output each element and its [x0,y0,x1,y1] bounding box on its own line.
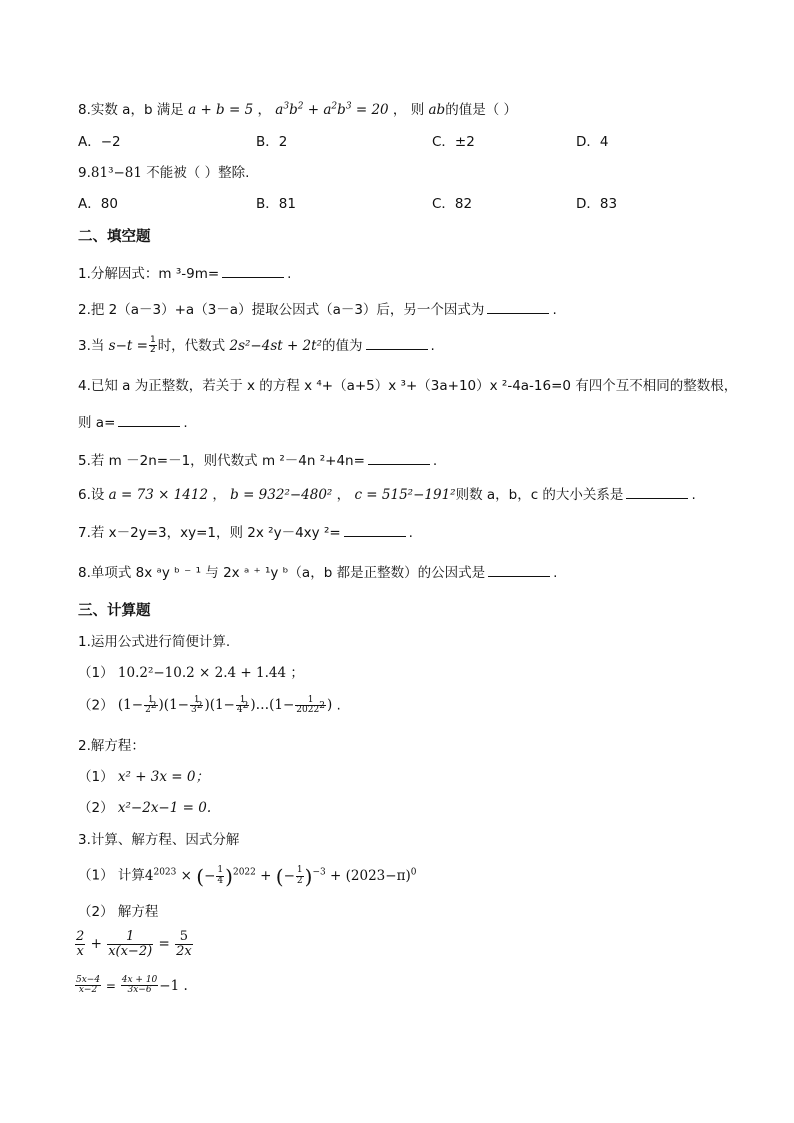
f2-text: 2.把 2（a－3）+a（3－a）提取公因式（a－3）后，另一个因式为 [78,302,485,318]
f6-a-def: a = 73 × 1412 [108,487,209,503]
q8-option-d[interactable]: D．4 [576,134,609,150]
f4-line-2-text: 则 a= [78,415,116,431]
fill-question-7 [78,527,413,541]
fill-question-6: 6.设 a = 73 × 1412 ， b = 932²−480² ， c = 515²−191²则数 a，b，c 的大小关系是 . [78,487,696,503]
calc-q3-p1-base: 4 [144,867,154,884]
q9-option-b[interactable]: B．81 [256,196,296,212]
f6-c-def: c = 515²−191² [354,487,456,503]
calc-q3-p1-label: （1） [78,867,114,884]
q8-equation-2: $a^3b^2 + a^2b^3 = 20$ [275,101,389,118]
fill-question-4-line-2 [78,417,188,431]
calc-q3-p2-text: 解方程 [117,904,159,920]
f7-end: . [408,525,413,541]
q8-ab: ab [428,102,446,118]
calc-q3-part-2 [78,906,158,920]
f8-answer-blank[interactable] [488,575,550,577]
q8-tail: ， 则 [388,102,429,118]
calc-q3-p1-exp-4: 0 [410,867,417,877]
calc-q3-p1-exp-2: 2022 [232,867,256,877]
q8-end: 的值是（ ） [445,102,517,118]
f5-answer-blank[interactable] [368,463,430,465]
calc-q3-equation-b: $\frac{5x-4}{x-2}$ = $\frac{4x + 10}{3x-6}$ −1 . [76,975,188,996]
f7-text: 7.若 x－2y=3，xy=1，则 2x ²y－4xy ²= [78,525,341,541]
f3-fraction [149,336,157,356]
calc-q1-p1-expression: 10.2²−10.2 × 2.4 + 1.44 [117,665,287,681]
fill-question-5 [78,455,437,469]
f3-fraction-num: 1 [149,335,156,345]
f3-answer-blank[interactable] [366,348,428,350]
calc-question-1-title: 1.运用公式进行简便计算. [78,634,231,650]
q8-option-c[interactable]: C．±2 [432,134,475,150]
calc-q2-p1-label: （1） [78,769,114,785]
calc-q1-p1-label: （1） [78,665,114,681]
f1-answer-blank[interactable] [222,276,284,278]
calc-q3-eq-b-end: −1 . [159,977,188,994]
fill-question-3 [78,336,435,356]
fill-question-2 [78,304,557,318]
q8-option-b[interactable]: B．2 [256,134,288,150]
calc-q3-eq-a-right-den: 2x [176,943,192,959]
f1-text: 1.分解因式：m ³-9m= [78,266,220,282]
q9-options [78,198,718,214]
calc-q3-p1-lead: 计算 [117,867,145,884]
calc-q1-part-1 [78,667,304,681]
calc-q2-p2-expression: x²−2x−1 = 0. [117,800,212,816]
calc-question-2-title: 2.解方程： [78,738,145,754]
section-fill-in-title: 二、填空题 [78,229,151,245]
question-8 [78,101,517,118]
calc-q2-part-1 [78,771,209,785]
calc-q3-p1-exp-1: 2023 [153,867,177,877]
q8-equation-2-rhs: = 20 [355,102,389,118]
f4-end: . [183,415,188,431]
section-calculation-title: 三、计算题 [78,603,151,619]
calc-q2-part-2 [78,802,211,816]
f3-expr-2: 2s²−4st + 2t² [229,337,322,354]
f8-text: 8.单项式 8x ᵃy ᵇ ⁻ ¹ 与 2x ᵃ ⁺ ¹y ᵇ（a，b 都是正整数）的公因式是 [78,565,486,581]
calc-q3-p1-tail: + (2023−π) [330,867,411,884]
calc-question-3-title: 3.计算、解方程、因式分解 [78,832,240,848]
fill-question-8 [78,567,557,581]
calc-q3-part-1 [78,866,416,886]
calc-q1-p2-end: . [336,697,341,714]
q9-expression: 81³−81 [90,165,142,181]
calc-q3-p1-expression: $4^{2023}$ × (− $\frac{1}{4}$ )$^{2022}$ + (− $\frac{1}{2}$ )$^{-3} + (2023-\pi)^0$ [144,864,417,888]
calc-q3-p2-label: （2） [78,904,114,920]
calc-q2-p2-label: （2） [78,800,114,816]
f3-expr-1: s−t = [108,337,148,354]
q9-tail: 不能被（ ）整除. [141,165,250,181]
q9-option-c[interactable]: C．82 [432,196,473,212]
q8-lead: 8.实数 a，b 满足 [78,102,189,118]
f5-text: 5.若 m －2n=－1，则代数式 m ²－4n ²+4n= [78,453,365,469]
question-9 [78,167,249,181]
f5-end: . [432,453,438,469]
calc-q1-p2-dots: … [255,697,270,714]
q8-options [78,136,718,152]
fill-question-1 [78,268,291,282]
q8-option-a[interactable]: A．−2 [78,134,121,150]
calc-q2-p1-expression: x² + 3x = 0； [117,769,209,785]
f2-end: . [552,302,557,318]
f6-lead: 6.设 [78,487,109,503]
calc-q3-equation-a: $\frac{2}{x}$ + $\frac{1}{x(x-2)}$ = $\frac{5}{2x}$ [76,929,192,959]
f3-end: . [430,337,435,354]
f3-mid: 时，代数式 [157,337,230,354]
q8-sep: ， [253,102,276,118]
f8-end: . [553,565,558,581]
calc-q1-part-2 [78,696,341,716]
f3-tail: 的值为 [322,337,363,354]
q9-option-a[interactable]: A．80 [78,196,118,212]
calc-q3-p1-exp-3: −3 [312,867,326,877]
f2-answer-blank[interactable] [487,312,549,314]
f3-lead: 3.当 [78,337,109,354]
f7-answer-blank[interactable] [344,535,406,537]
calc-q1-p1-end: ； [286,665,304,681]
f6-end: . [691,487,696,503]
calc-q1-p2-label: （2） [78,697,114,714]
f1-end: . [287,266,292,282]
f3-fraction-den: 2 [149,345,156,356]
f4-answer-blank[interactable] [118,425,180,427]
f6-b-def: b = 932²−480² [230,487,333,503]
fill-question-4-line-1: 4.已知 a 为正整数，若关于 x 的方程 x ⁴+（a+5）x ³+（3a+10）x ²-4a-16=0 有四个互不相同的整数根， [78,378,738,394]
q8-equation-1: a + b = 5 [188,102,254,118]
q9-lead: 9. [78,165,91,181]
f6-tail: 则数 a，b，c 的大小关系是 [455,487,624,503]
q9-option-d[interactable]: D．83 [576,196,618,212]
f6-answer-blank[interactable] [626,497,688,499]
calc-q1-p2-expression: (1− $\frac{1}{2^2}$ )(1− $\frac{1}{3^2}$ )(1− $\frac{1}{4^2}$ )…(1− $\frac{1}{2022^2}$ ) [117,695,333,716]
calc-q3-eq-a-right-num: 5 [175,930,193,945]
